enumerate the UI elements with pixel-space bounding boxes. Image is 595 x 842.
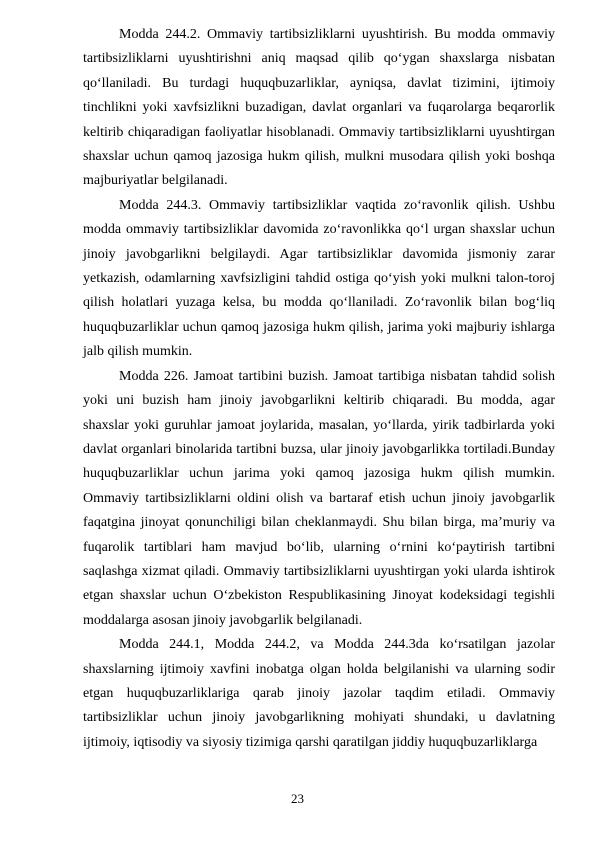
paragraph-article-226: Modda 226. Jamoat tartibini buzish. Jamoat tartibiga nisbatan tahdid solish yoki uni buzish ham jinoiy javobgarlikni keltirib chiqaradi. Bu modda, agar shaxslar yoki guruhlar jamoat joylarida, masalan, yoʻllarda, yirik tadbirlarda yoki davlat organlari binolarida tartibni buzsa, ular jinoiy javobgarlikka tortiladi.Bunday huquqbuzarliklar uchun jarima yoki qamoq jazosiga hukm qilish mumkin. Ommaviy tartibsizliklarni oldini olish va bartaraf etish uchun jinoiy javobgarlik faqatgina jinoyat qonunchiligi bilan cheklanmaydi. Shu bilan birga, maʼmuriy va fuqarolik tartiblari ham mavjud boʻlib, ularning oʻrnini koʻpaytirish tartibni saqlashga xizmat qiladi. Ommaviy tartibsizliklarni uyushtirgan yoki ularda ishtirok etgan shaxslar uchun Oʻzbekiston Respublikasining Jinoyat kodeksidagi tegishli moddalarga asosan jinoiy javobgarlik belgilanadi. <box>83 368 555 628</box>
paragraph-penalties-summary: Modda 244.1, Modda 244.2, va Modda 244.3da koʻrsatilgan jazolar shaxslarning ijtimoiy xavfini inobatga olgan holda belgilanishi va ularning sodir etgan huquqbuzarliklariga qarab jinoiy jazolar taqdim etiladi. Ommaviy tartibsizliklar uchun jinoiy javobgarlikning mohiyati shundaki, u davlatning ijtimoiy, iqtisodiy va siyosiy tizimiga qarshi qaratilgan jiddiy huquqbuzarliklarga <box>83 637 555 750</box>
page-number: 23 <box>291 791 304 806</box>
paragraph-article-244-2: Modda 244.2. Ommaviy tartibsizliklarni uyushtirish. Bu modda ommaviy tartibsizliklarni uyushtirishni aniq maqsad qilib qoʻygan shaxslarga nisbatan qoʻllaniladi. Bu turdagi huquqbuzarliklar, ayniqsa, davlat tizimini, ijtimoiy tinchlikni yoki xavfsizlikni buzadigan, davlat organlari va fuqarolarga beqarorlik keltirib chiqaradigan faoliyatlar hisoblanadi. Ommaviy tartibsizliklarni uyushtirgan shaxslar uchun qamoq jazosiga hukm qilish, mulkni musodara qilish yoki boshqa majburiyatlar belgilanadi. <box>83 27 555 189</box>
paragraph-article-244-3: Modda 244.3. Ommaviy tartibsizliklar vaqtida zoʻravonlik qilish. Ushbu modda ommaviy tartibsizliklar davomida zoʻravonlikka qoʻl urgan shaxslar uchun jinoiy javobgarlikni belgilaydi. Agar tartibsizliklar davomida jismoniy zarar yetkazish, odamlarning xavfsizligini tahdid ostiga qoʻyish yoki mulkni talon-toroj qilish holatlari yuzaga kelsa, bu modda qoʻllaniladi. Zoʻravonlik bilan bogʻliq huquqbuzarliklar uchun qamoq jazosiga hukm qilish, jarima yoki majburiy ishlarga jalb qilish mumkin. <box>83 197 555 360</box>
document-body <box>83 23 555 755</box>
